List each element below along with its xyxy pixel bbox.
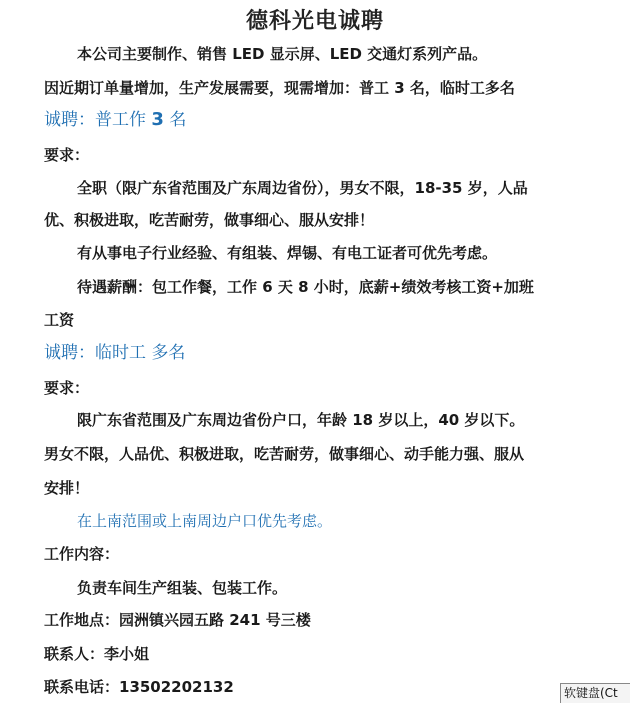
section1-heading-num: 3 xyxy=(151,109,164,130)
section1-req-line3: 有从事电子行业经验、有组装、焊锡、有电工证者可优先考虑。 xyxy=(77,244,498,262)
reason-text: 因近期订单量增加，生产发展需要，现需增加：普工 3 名，临时工多名 xyxy=(44,79,515,97)
section2-req-line2: 男女不限，人品优、积极进取，吃苦耐劳，做事细心、动手能力强、服从 xyxy=(44,445,525,463)
section1-req-line1: 全职（限广东省范围及广东周边省份），男女不限，18-35 岁，人品 xyxy=(77,179,528,197)
section1-pay-line2: 工资 xyxy=(44,311,75,329)
soft-keyboard-button[interactable]: 软键盘(Ct xyxy=(560,683,630,703)
section2-req-line1: 限广东省范围及广东周边省份户口，年龄 18 岁以上，40 岁以下。 xyxy=(77,411,525,429)
section2-req-line3: 安排！ xyxy=(44,479,90,497)
section1-req-label: 要求： xyxy=(44,146,90,164)
contact-text: 联系人：李小姐 xyxy=(44,645,150,663)
intro-text: 本公司主要制作、销售 LED 显示屏、LED 交通灯系列产品。 xyxy=(77,45,488,63)
location-text: 工作地点：园洲镇兴园五路 241 号三楼 xyxy=(44,611,311,629)
job-content-text: 负责车间生产组装、包装工作。 xyxy=(77,579,288,597)
job-content-label: 工作内容： xyxy=(44,545,120,563)
section2-heading: 诚聘：临时工 多名 xyxy=(44,343,186,363)
section1-pay-line1: 待遇薪酬：包工作餐，工作 6 天 8 小时，底薪+绩效考核工资+加班 xyxy=(77,278,534,296)
section1-heading-prefix: 诚聘：普工作 xyxy=(44,110,146,130)
section2-priority: 在上南范围或上南周边户口优先考虑。 xyxy=(77,512,333,530)
section1-req-line2: 优、积极进取，吃苦耐劳，做事细心、服从安排！ xyxy=(44,211,375,229)
section2-req-label: 要求： xyxy=(44,379,90,397)
section1-heading-suffix: 名 xyxy=(169,110,187,130)
section1-heading xyxy=(44,110,186,130)
phone-text: 联系电话：13502202132 xyxy=(44,678,234,696)
page-title: 德科光电诚聘 xyxy=(245,9,384,34)
